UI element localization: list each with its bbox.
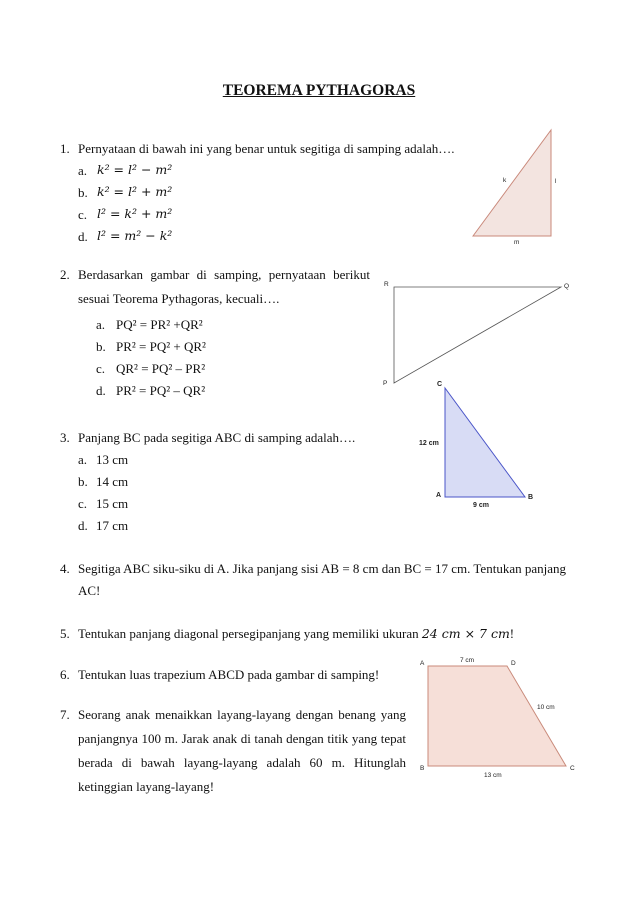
- question-text-line: Berdasarkan gambar di samping, pernyataan berikut: [78, 267, 370, 282]
- option-letter: d.: [78, 229, 88, 244]
- option-formula: k² = l² − m²: [97, 162, 173, 177]
- label-b: B: [420, 765, 425, 772]
- option-letter: c.: [78, 207, 88, 222]
- option-text: PR² = PQ² + QR²: [116, 339, 206, 354]
- label-a: A: [436, 492, 442, 499]
- label-c: C: [437, 381, 443, 388]
- question-number: 6.: [60, 667, 70, 682]
- question-text: Tentukan luas trapezium ABCD pada gambar di samping!: [78, 667, 380, 682]
- label-m: m: [514, 239, 520, 246]
- option-letter: b.: [78, 474, 88, 489]
- option-letter: b.: [78, 185, 88, 200]
- label-side-ab: 9 cm: [473, 502, 489, 509]
- label-side-bottom: 13 cm: [484, 772, 502, 779]
- label-c: C: [570, 765, 575, 772]
- question-text-line: Seorang anak menaikkan layang-layang dengan benang yang: [78, 707, 406, 722]
- label-side-top: 7 cm: [460, 657, 475, 664]
- option-text: PR² = PQ² – QR²: [116, 383, 206, 398]
- option-text: 17 cm: [96, 518, 129, 533]
- option-letter: d.: [78, 518, 88, 533]
- question-number: 3.: [60, 430, 70, 445]
- option-formula: l² = m² − k²: [97, 228, 173, 243]
- option-letter: a.: [78, 452, 88, 467]
- question-number: 4.: [60, 561, 70, 576]
- question-text: Panjang BC pada segitiga ABC di samping adalah….: [78, 430, 356, 445]
- question-text-line: panjangnya 100 m. Jarak anak di tanah dengan titik yang tepat: [78, 731, 406, 746]
- label-p: P: [383, 380, 388, 387]
- option-letter: a.: [78, 163, 88, 178]
- question-text-end: !: [509, 626, 515, 641]
- option-letter: a.: [96, 317, 106, 332]
- question-number: 7.: [60, 707, 70, 722]
- question-number: 5.: [60, 626, 70, 641]
- label-r: R: [384, 281, 389, 288]
- label-side-ac: 12 cm: [419, 440, 439, 447]
- question-text-line: ketinggian layang-layang!: [78, 779, 215, 794]
- question-text-main: Tentukan panjang diagonal persegipanjang yang memiliki ukuran: [78, 626, 422, 641]
- page-title: TEOREMA PYTHAGORAS: [222, 82, 416, 99]
- question-text-line: sesuai Teorema Pythagoras, kecuali….: [78, 291, 280, 306]
- option-letter: c.: [96, 361, 106, 376]
- label-l: l: [555, 178, 557, 185]
- question-number: 2.: [60, 267, 70, 282]
- option-text: 13 cm: [96, 452, 129, 467]
- option-text: QR² = PQ² – PR²: [116, 361, 206, 376]
- label-k: k: [503, 177, 507, 184]
- label-d: D: [511, 660, 516, 667]
- option-letter: b.: [96, 339, 106, 354]
- label-b: B: [528, 494, 534, 501]
- rectangle-dimensions: 24 cm × 7 cm: [421, 626, 510, 641]
- option-formula: l² = k² + m²: [97, 206, 173, 221]
- label-a: A: [420, 660, 425, 667]
- question-text-line: berada di bawah layang-layang adalah 60 m. Hitunglah: [78, 755, 406, 770]
- question-text: Pernyataan di bawah ini yang benar untuk segitiga di samping adalah….: [78, 141, 455, 156]
- option-text: PQ² = PR² +QR²: [116, 317, 203, 332]
- label-q: Q: [564, 283, 570, 290]
- option-letter: c.: [78, 496, 88, 511]
- option-formula: k² = l² + m²: [97, 184, 173, 199]
- option-text: 14 cm: [96, 474, 129, 489]
- option-letter: d.: [96, 383, 106, 398]
- question-text-line: AC!: [78, 583, 101, 598]
- question-text-line: Segitiga ABC siku-siku di A. Jika panjang sisi AB = 8 cm dan BC = 17 cm. Tentukan panjang: [78, 561, 566, 576]
- question-number: 1.: [60, 141, 70, 156]
- option-text: 15 cm: [96, 496, 129, 511]
- label-side-slant: 10 cm: [537, 704, 555, 711]
